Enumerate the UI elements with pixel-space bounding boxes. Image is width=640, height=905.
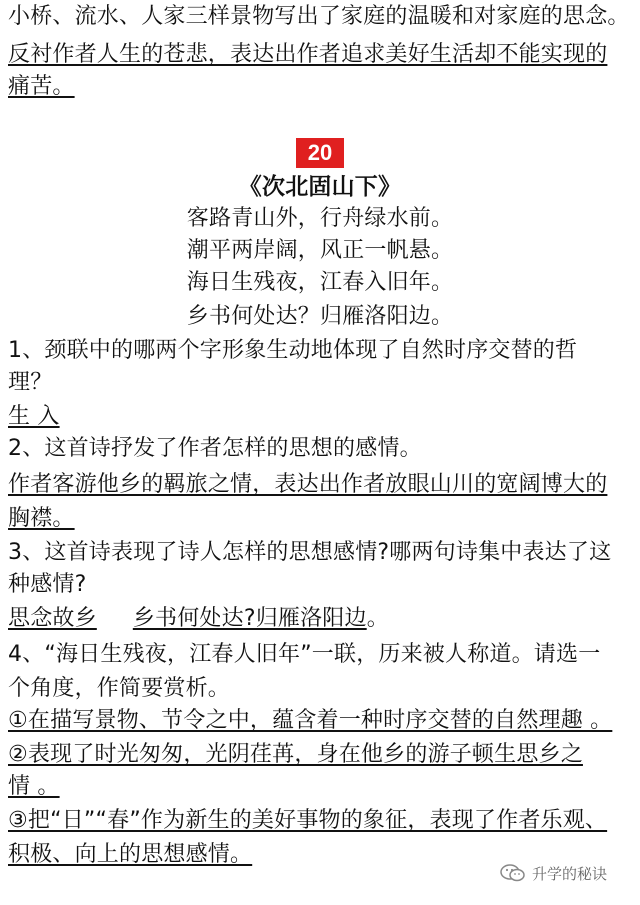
q2-answer-end: 胸襟。	[8, 506, 75, 531]
question-2-answer-2	[8, 504, 634, 534]
question-1-line-1: 1、颈联中的哪两个字形象生动地体现了自然时序交替的哲	[8, 338, 578, 363]
q1-answer-text: 生 入	[8, 404, 60, 429]
question-1-line-2: 理？	[8, 370, 53, 395]
question-1-answer	[8, 402, 634, 432]
watermark-text: 升学的秘诀	[532, 864, 608, 883]
poem-line-2: 潮平两岸阔，风正一帆悬。	[186, 238, 454, 263]
q4-answer-3b-text: 积极、向上的思想感情。	[8, 842, 253, 867]
intro-line-1: 小桥、流水、人家三样景物写出了家庭的温暖和对家庭的思念。	[8, 4, 630, 29]
question-3-answer	[8, 604, 634, 634]
q4-answer-2b-text: 情 。	[8, 774, 60, 799]
wechat-icon	[500, 863, 526, 883]
question-4-answer-2b	[8, 772, 634, 802]
question-2-answer-1: 作者客游他乡的羁旅之情，表达出作者放眼山川的宽阔博大的	[8, 472, 608, 497]
q3-answer-a: 思念故乡	[8, 606, 97, 631]
question-4-line-1: 4、“海日生残夜，江春人旧年”一联，历来被人称道。请选一	[8, 642, 601, 667]
question-4-line-2: 个角度，作简要赏析。	[8, 676, 231, 701]
watermark	[500, 860, 607, 886]
poem-number-badge: 20	[296, 138, 344, 168]
poem-line-4: 乡书何处达？归雁洛阳边。	[186, 304, 454, 329]
question-3-line-1: 3、这首诗表现了诗人怎样的思想感情?哪两句诗集中表达了这	[8, 540, 612, 565]
poem-line-3: 海日生残夜，江春入旧年。	[186, 270, 454, 295]
poem-line-1: 客路青山外，行舟绿水前。	[186, 206, 454, 231]
question-4-answer-2a: ②表现了时光匆匆，光阴荏苒，身在他乡的游子顿生思乡之	[8, 742, 583, 767]
q3-answer-end: 。	[366, 606, 389, 631]
q3-answer-b: 乡书何处达?归雁洛阳边	[132, 606, 367, 631]
poem-title: 《次北固山下》	[238, 174, 402, 200]
question-2-line-1: 2、这首诗抒发了作者怎样的思想的感情。	[8, 436, 422, 461]
intro-line-2: 反衬作者人生的苍悲，表达出作者追求美好生活却不能实现的	[8, 42, 608, 67]
question-3-line-2: 种感情?	[8, 572, 87, 597]
question-4-answer-1: ①在描写景物、节令之中，蕴含着一种时序交替的自然理趣 。	[8, 708, 613, 733]
intro-line-3: 痛苦。	[8, 74, 75, 99]
question-4-answer-3a: ③把“日”“春”作为新生的美好事物的象征，表现了作者乐观、	[8, 808, 608, 833]
